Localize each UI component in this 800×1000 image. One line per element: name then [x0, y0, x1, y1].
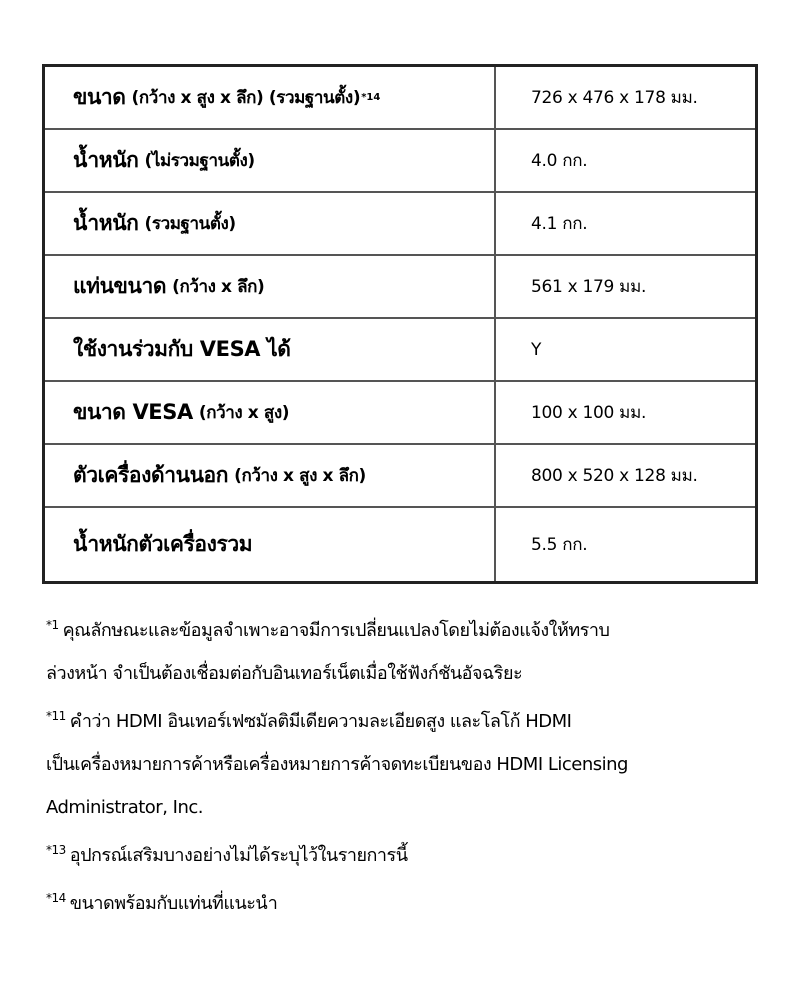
spec-label: [45, 508, 496, 581]
spec-value: Y: [531, 339, 542, 360]
label-main: ใช้งานร่วมกับ VESA ได้: [73, 337, 291, 361]
footnote-text: ขนาดพร้อมกับแท่นที่แนะนำ: [69, 893, 278, 914]
label-main: ตัวเครื่องด้านนอก: [73, 463, 229, 487]
spec-label: [45, 130, 496, 191]
footnote-text: คำว่า HDMI อินเทอร์เฟซมัลติมีเดียความละเอียดสูง และโลโก้ HDMI: [69, 711, 572, 732]
label-main: แท่นขนาด: [73, 274, 167, 298]
spec-value: 100 x 100 มม.: [531, 403, 647, 423]
label-main: ขนาด: [73, 85, 126, 109]
label-sub: (กว้าง x สูง x ลึก) (รวมฐานตั้ง): [131, 88, 361, 108]
spec-row-weight-without-stand: [45, 130, 755, 193]
spec-row-vesa-size: [45, 382, 755, 445]
spec-label: [45, 445, 496, 506]
spec-value: 4.0 กก.: [531, 151, 588, 171]
spec-row-weight-with-stand: [45, 193, 755, 256]
spec-row-box-dimensions: [45, 445, 755, 508]
spec-row-dimensions-with-stand: [45, 67, 755, 130]
footnote-text: อุปกรณ์เสริมบางอย่างไม่ได้ระบุไว้ในรายการนี้: [69, 845, 408, 866]
spec-label: [45, 193, 496, 254]
footnote-mark: *13: [46, 843, 66, 857]
spec-label: [45, 319, 496, 380]
footnote-11-line-2: เป็นเครื่องหมายการค้าหรือเครื่องหมายการค้าจดทะเบียนของ HDMI Licensing: [46, 754, 628, 775]
label-main: น้ำหนัก: [73, 211, 139, 235]
footnotes: [46, 604, 776, 925]
footnote-14-line-1: [46, 877, 776, 925]
spec-value: 800 x 520 x 128 มม.: [531, 466, 698, 486]
footnote-mark: *11: [46, 709, 66, 723]
spec-table: [42, 64, 758, 584]
footnote-1-line-1: [46, 604, 776, 652]
footnote-ref: *14: [361, 92, 381, 103]
label-sub: (รวมฐานตั้ง): [144, 214, 236, 234]
spec-row-stand-size: [45, 256, 755, 319]
label-main: ขนาด VESA: [73, 400, 193, 424]
footnote-13-line-1: [46, 829, 776, 877]
label-sub: (กว้าง x สูง): [198, 403, 290, 423]
spec-label: [45, 256, 496, 317]
footnote-11-line-1: [46, 695, 776, 743]
label-sub: (กว้าง x ลึก): [172, 277, 265, 297]
footnote-11-line-3: Administrator, Inc.: [46, 797, 203, 818]
spec-value: 4.1 กก.: [531, 214, 588, 234]
spec-value: 561 x 179 มม.: [531, 277, 647, 297]
spec-value: 5.5 กก.: [531, 535, 588, 555]
spec-label: [45, 67, 496, 128]
spec-row-vesa-compatible: [45, 319, 755, 382]
spec-value: 726 x 476 x 178 มม.: [531, 88, 698, 108]
label-main: น้ำหนักตัวเครื่องรวม: [73, 532, 253, 556]
label-main: น้ำหนัก: [73, 148, 139, 172]
footnote-mark: *14: [46, 891, 66, 905]
footnote-1-line-2: ล่วงหน้า จำเป็นต้องเชื่อมต่อกับอินเทอร์เน็ตเมื่อใช้ฟังก์ชันอัจฉริยะ: [46, 663, 523, 684]
footnote-text: คุณลักษณะและข้อมูลจำเพาะอาจมีการเปลี่ยนแปลงโดยไม่ต้องแจ้งให้ทราบ: [62, 620, 610, 641]
footnote-mark: *1: [46, 618, 59, 632]
spec-row-gross-weight: [45, 508, 755, 581]
label-sub: (กว้าง x สูง x ลึก): [234, 466, 366, 486]
label-sub: (ไม่รวมฐานตั้ง): [144, 151, 255, 171]
spec-label: [45, 382, 496, 443]
